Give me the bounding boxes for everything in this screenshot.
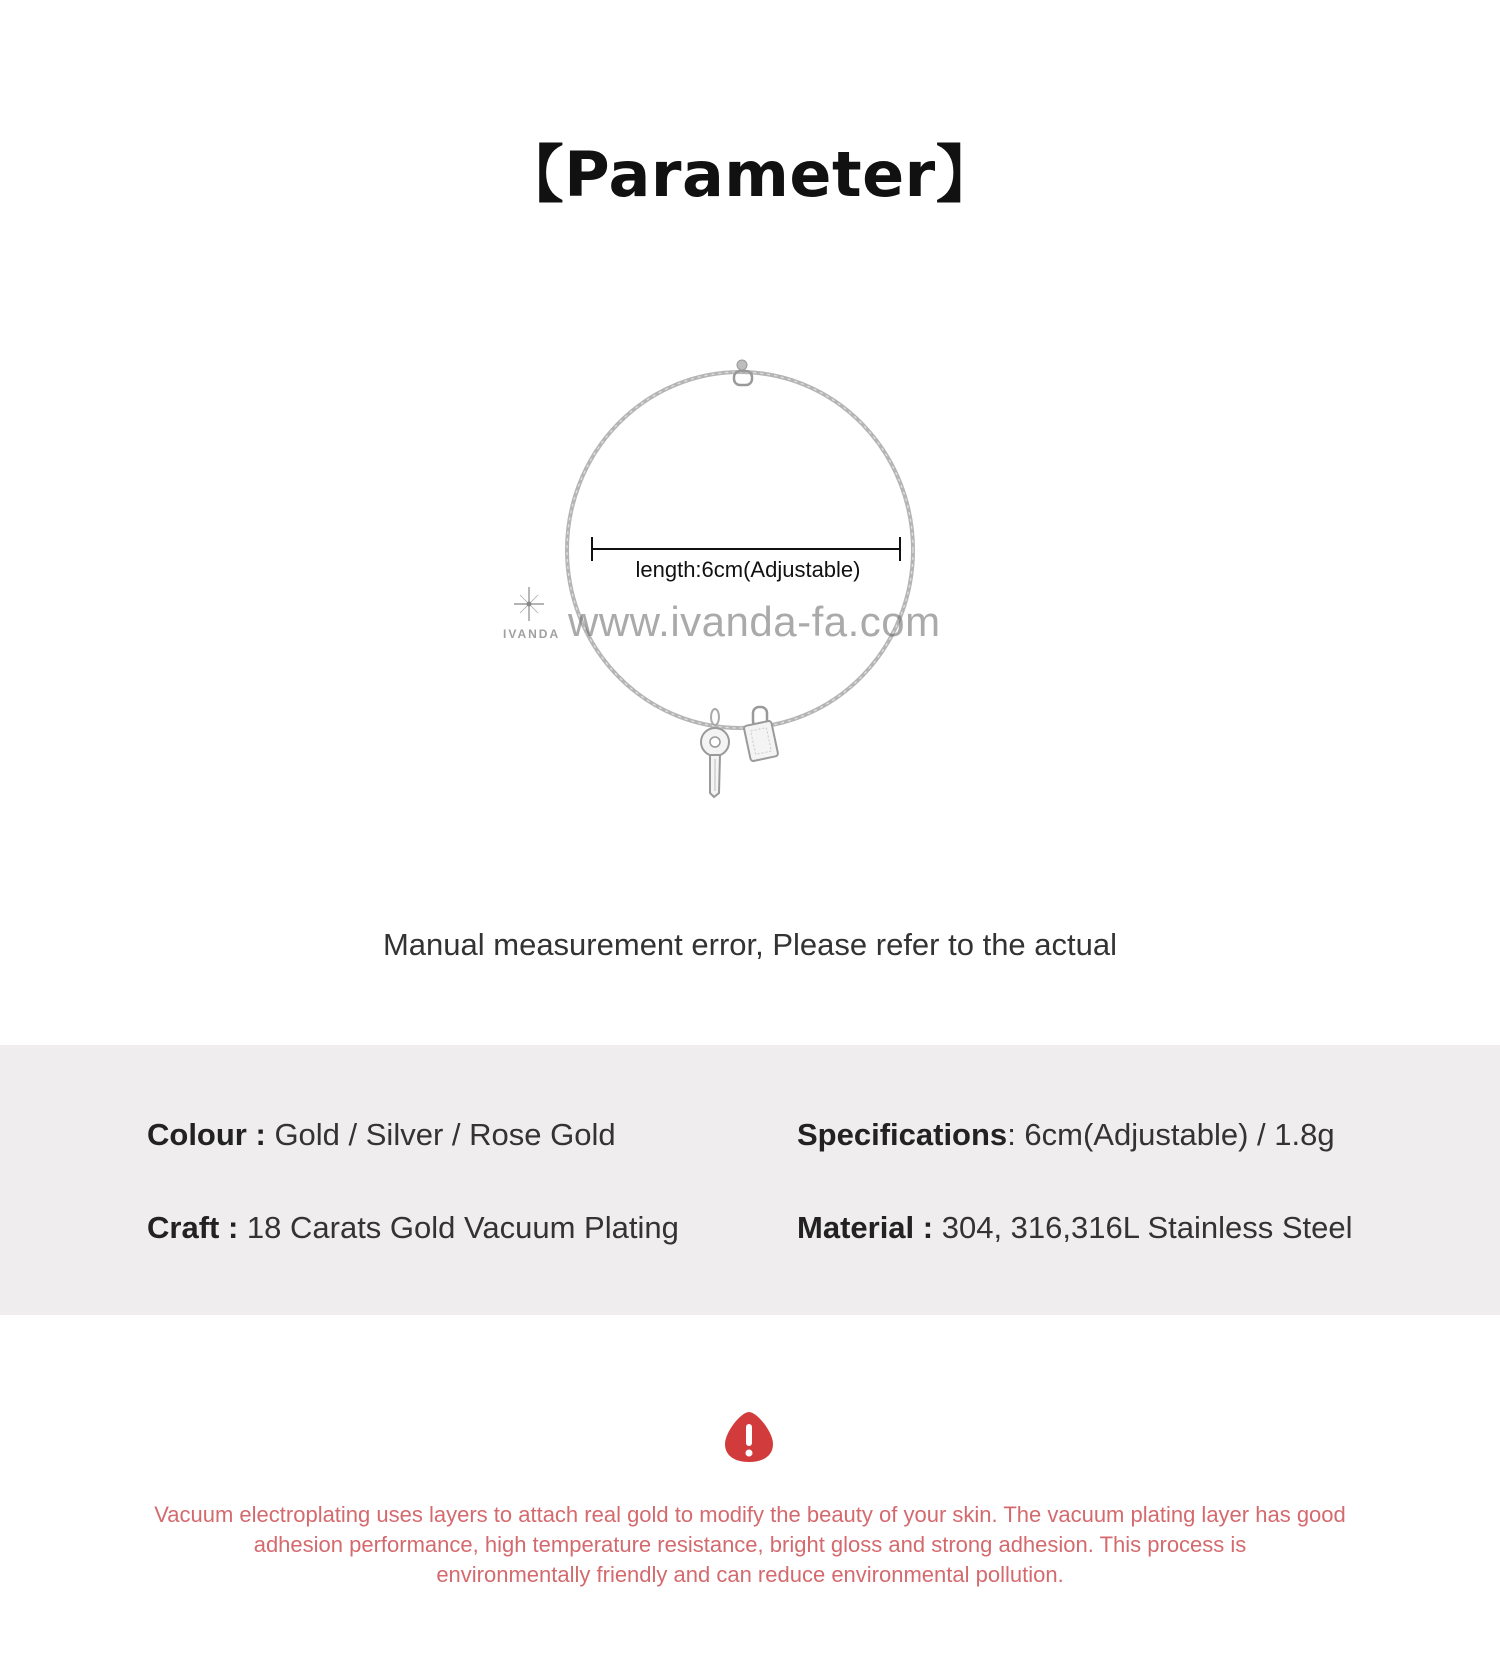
spec-colour-label: Colour : bbox=[147, 1117, 266, 1152]
measurement-note: Manual measurement error, Please refer to the actual bbox=[382, 927, 1118, 962]
product-image bbox=[500, 345, 980, 825]
warning-line-3: environmentally friendly and can reduce environmental pollution. bbox=[436, 1562, 1064, 1587]
measure-label: length:6cm(Adjustable) bbox=[635, 557, 861, 582]
exclamation-icon bbox=[723, 1410, 775, 1464]
clasp-bead bbox=[737, 360, 747, 370]
spec-colour bbox=[147, 1117, 616, 1153]
spec-specifications-value: : 6cm(Adjustable) / 1.8g bbox=[1007, 1117, 1335, 1152]
watermark-url: www.ivanda-fa.com bbox=[568, 598, 941, 645]
key-charm bbox=[701, 709, 729, 797]
bangle-illustration bbox=[500, 345, 980, 825]
spec-craft-value: 18 Carats Gold Vacuum Plating bbox=[246, 1210, 679, 1245]
spec-colour-value: Gold / Silver / Rose Gold bbox=[274, 1117, 616, 1152]
spec-specifications-label: Specifications bbox=[797, 1117, 1008, 1152]
warning-line-1: Vacuum electroplating uses layers to attach real gold to modify the beauty of your skin. The vacuum plating layer has good bbox=[154, 1502, 1346, 1527]
spec-material-label: Material : bbox=[797, 1210, 934, 1245]
spec-craft-label: Craft : bbox=[147, 1210, 239, 1245]
watermark-brand: IVANDA bbox=[503, 627, 561, 641]
spec-material bbox=[797, 1210, 1353, 1246]
spec-craft bbox=[147, 1210, 679, 1246]
page-title: 【Parameter】 bbox=[501, 138, 999, 211]
spec-material-value: 304, 316,316L Stainless Steel bbox=[941, 1210, 1353, 1245]
warning-line-2: adhesion performance, high temperature resistance, bright gloss and strong adhesion. This process is bbox=[253, 1532, 1247, 1557]
plating-warning-text bbox=[150, 1500, 1350, 1590]
lock-charm bbox=[744, 707, 779, 762]
star-logo-icon bbox=[512, 585, 546, 625]
spec-band bbox=[0, 1045, 1500, 1315]
spec-specifications bbox=[797, 1117, 1335, 1153]
